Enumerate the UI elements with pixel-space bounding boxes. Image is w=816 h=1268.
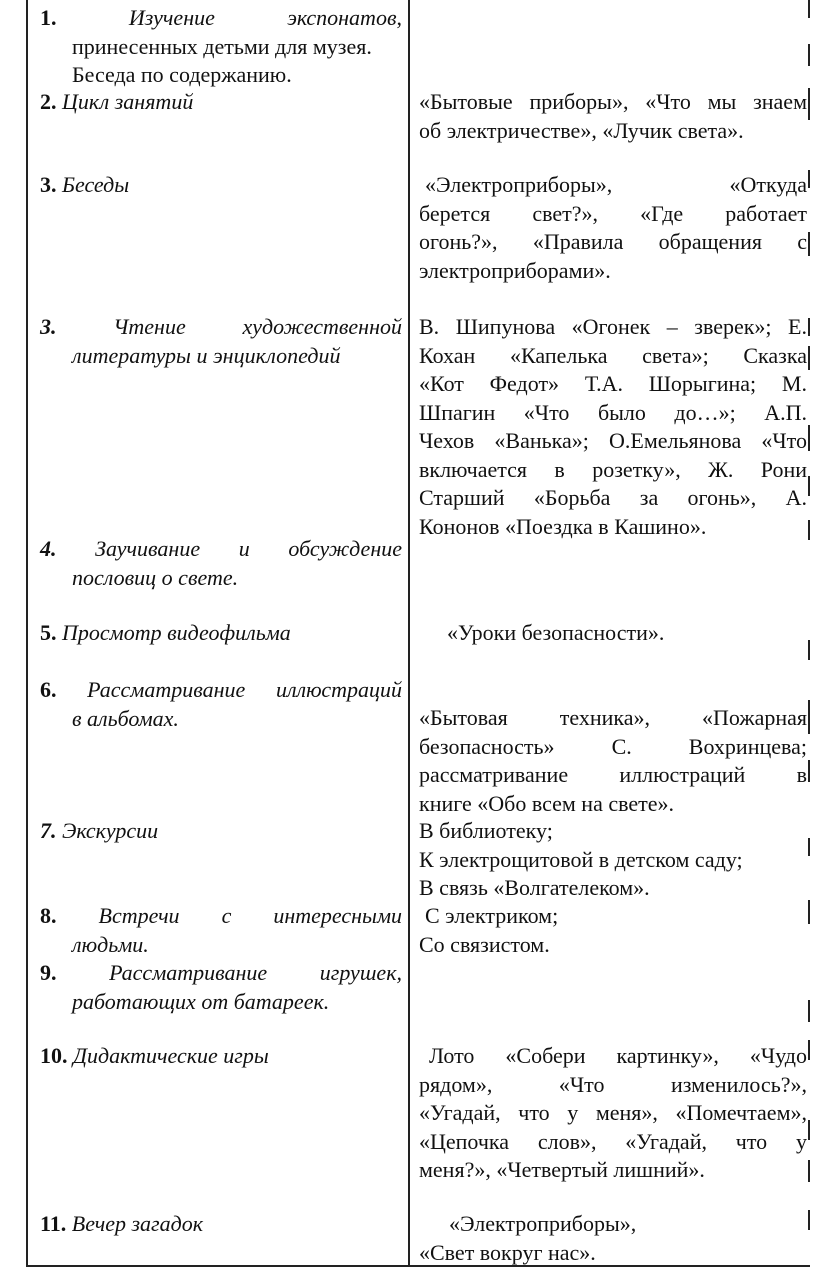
row-5-content [419,619,807,648]
row-reading-activity [40,313,402,370]
activity-title: Просмотр видеофильма [62,620,291,645]
row-reading-content [419,313,807,541]
content-line: огонь?», «Правила обращения с [419,229,807,254]
row-7-content [419,817,807,903]
row-1-activity [40,4,402,90]
activity-title-line: пословиц о свете. [72,564,239,590]
row-number: 9. [40,960,57,985]
right-border-fragment [808,640,810,660]
activity-title-line [40,676,402,705]
right-border-fragment [808,520,810,540]
content-line: С электриком; [425,903,559,928]
content-line: Со связистом. [419,931,550,957]
content-line: Лото «Собери картинку», «Чудо [429,1043,807,1068]
content-line: «Электроприборы», [449,1211,637,1236]
activity-title: Цикл занятий [62,89,194,114]
content-line: «Кот Федот» Т.А. Шорыгина; М. [419,371,807,396]
row-7-activity [40,817,402,846]
right-border-fragment [808,318,810,336]
content-line: В связь «Волгателеком». [419,875,650,900]
content-line: берется свет?», «Где работает [419,200,807,226]
content-line: «Бытовая техника», «Пожарная [419,705,807,730]
row-number: 4. [40,536,57,561]
title-word: и [238,536,250,561]
title-word: художественной [242,314,402,339]
content-line: «Уроки безопасности». [447,620,665,645]
title-word: Чтение [113,314,186,339]
right-border-fragment [808,170,810,188]
right-border-fragment [808,88,810,120]
row-1-line-1 [40,4,402,33]
row-6-content [419,704,807,818]
activity-title-line: людьми. [72,931,149,957]
row-10-activity [40,1042,402,1071]
title-word: интересными [273,903,402,928]
content-line: электроприборами». [419,257,611,283]
title-word: с [221,903,232,928]
right-border-fragment [808,1160,810,1182]
content-line: Кохан «Капелька света»; Сказка [419,342,807,368]
row-11-activity [40,1210,402,1239]
content-line: меня?», «Четвертый лишний». [419,1157,705,1182]
content-line: «Цепочка слов», «Угадай, что у [419,1128,807,1154]
row-2-content [419,88,807,145]
row-number: 3. [40,314,57,339]
title-word: Встречи [98,903,180,928]
content-line: К электрощитовой в детском саду; [419,846,743,872]
content-line: рядом», «Что изменилось?», [419,1071,807,1097]
right-border-fragment [808,425,810,451]
title-word: Рассматривание [109,960,268,985]
activity-title-line: работающих от батареек. [72,988,330,1014]
row-1-word: экспонатов, [287,5,402,30]
content-line: Шпагин «Что было до…»; А.П. [419,399,807,425]
activity-title-line [40,535,402,564]
content-line: «Бытовые приборы», «Что мы знаем [419,89,807,114]
row-9-activity [40,959,402,1016]
row-1-line-3: Беседа по содержанию. [72,62,292,87]
row-3-content [419,171,807,285]
row-8-activity [40,902,402,959]
content-line: Кононов «Поездка в Кашино». [419,513,707,539]
content-line: книге «Обо всем на свете». [419,790,674,816]
right-border-fragment [808,346,810,370]
right-border-fragment [808,900,810,924]
row-1-line-2: принесенных детьми для музея. [72,33,372,59]
content-line: безопасность» С. Вохринцева; [419,733,807,759]
activity-title: Вечер загадок [71,1211,204,1236]
activity-title-line: литературы и энциклопедий [72,342,341,368]
content-line: «Свет вокруг нас». [419,1239,596,1265]
content-line: об электричестве», «Лучик света». [419,117,744,143]
row-11-content [419,1210,807,1267]
content-line: «Угадай, что у меня», «Помечтаем», [419,1100,807,1125]
row-1-word: Изучение [128,5,215,30]
row-number: 2. [40,89,57,114]
activity-title-line [40,313,402,342]
right-border-fragment [808,700,810,734]
table-left-border [26,0,28,1266]
activity-title: Экскурсии [62,818,159,843]
table-column-divider [408,0,410,1266]
right-border-fragment [808,838,810,856]
right-border-fragment [808,232,810,256]
content-line: рассматривание иллюстраций в [419,762,807,787]
activity-title-line [40,902,402,931]
activity-title-line [40,959,402,988]
right-border-fragment [808,476,810,496]
content-line: Старший «Борьба за огонь», А. [419,485,807,510]
activity-title-line: в альбомах. [72,705,179,731]
content-line: «Электроприборы», «Откуда [425,172,807,197]
right-border-fragment [808,1210,810,1230]
row-3-activity [40,171,402,200]
right-border-fragment [808,760,810,782]
title-word: иллюстраций [275,677,403,702]
content-line: включается в розетку», Ж. Рони [419,456,807,482]
row-6-activity [40,676,402,733]
content-line: В. Шипунова «Огонек – зверек»; Е. [419,314,807,339]
right-border-fragment [808,1120,810,1140]
row-2-activity [40,88,402,117]
title-word: обсуждение [288,536,402,561]
right-border-fragment [808,44,810,66]
title-word: игрушек, [319,960,402,985]
row-5-activity [40,619,402,648]
title-word: Рассматривание [87,677,246,702]
right-border-fragment [808,1000,810,1022]
activity-title: Беседы [62,172,130,197]
content-line: В библиотеку; [419,818,553,843]
row-4-activity [40,535,402,592]
row-number: 10. [40,1043,68,1068]
row-number: 11. [40,1211,67,1236]
row-number: 8. [40,903,57,928]
row-10-content [419,1042,807,1185]
row-number: 6. [40,677,57,702]
row-number: 3. [40,172,57,197]
right-border-fragment [808,0,810,18]
content-line: Чехов «Ванька»; О.Емельянова «Что [419,428,807,453]
row-number: 5. [40,620,57,645]
row-8-content [419,902,807,959]
row-number: 7. [40,818,57,843]
row-number: 1. [40,5,57,30]
right-border-fragment [808,1040,810,1060]
title-word: Заучивание [95,536,201,561]
activity-title: Дидактические игры [73,1043,269,1068]
